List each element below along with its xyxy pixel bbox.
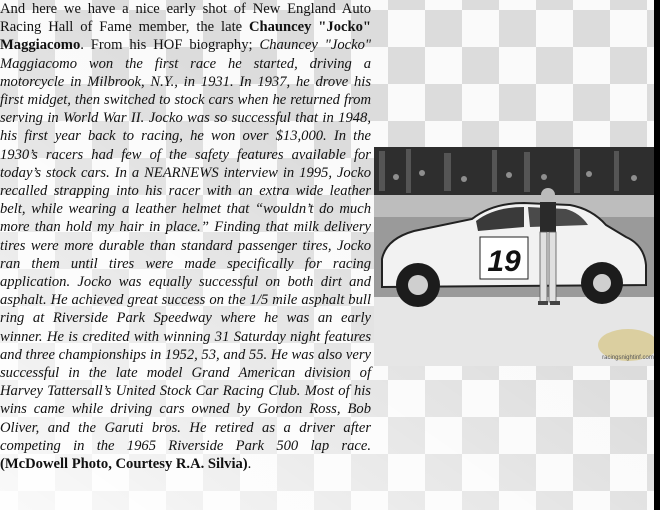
end-period: . (247, 456, 252, 473)
right-edge-strip (654, 0, 660, 510)
car-number: 19 (487, 245, 521, 278)
watermark-text: racingsnightinf.com (602, 355, 654, 361)
after-name-text: . From his HOF biography; (80, 37, 260, 54)
hof-biography: Chauncey "Jocko" Maggiacomo won the first race he started, driving a motorcycle in Milbrook, N.Y., in 1931. In 1937, he drove his first midget, then switched to stock cars when he returned from serving in World War II. Jocko was so successful that in 1948, his first year back to racing, he won over $13,000. In the 1930’s racers had few of the safety features available for today’s stock cars. In a NEARNEWS interview in 1995, Jocko recalled strapping into his racer with an extra wide leather belt, while wearing a leather helmet that “wouldn’t do much more than hold my hair in place.” Finding that milk delivery tires were more durable than standard passenger tires, Jocko ran them until tires were made specifically for racing application. Jocko was equally successful on both dirt and asphalt. He achieved great success on the 1/5 mile asphalt bull ring at Riverside Park Speedway where he was an early winner. He is credited with winning 31 Saturday night features and three championships in 1952, 53, and 55. He was also very successful in the late model Grand American division of Harvey Tattersall’s United Stock Car Racing Club. Most of his wins came while driving cars owned by Gordon Ross, Bob Oliver, and the Garuti bros. He retired as a driver after competing in the 1965 Riverside Park 500 lap race. (0, 37, 372, 454)
photo-credit: (McDowell Photo, Courtesy R.A. Silvia) (0, 456, 248, 473)
watermark-logo (598, 329, 658, 361)
race-car-photo (374, 147, 660, 366)
intro-text: And here we have a nice early shot of New England Auto Racing Hall of Fame member, the late (0, 1, 371, 36)
driver-name: Chauncey "Jocko" Maggiacomo (0, 19, 371, 54)
